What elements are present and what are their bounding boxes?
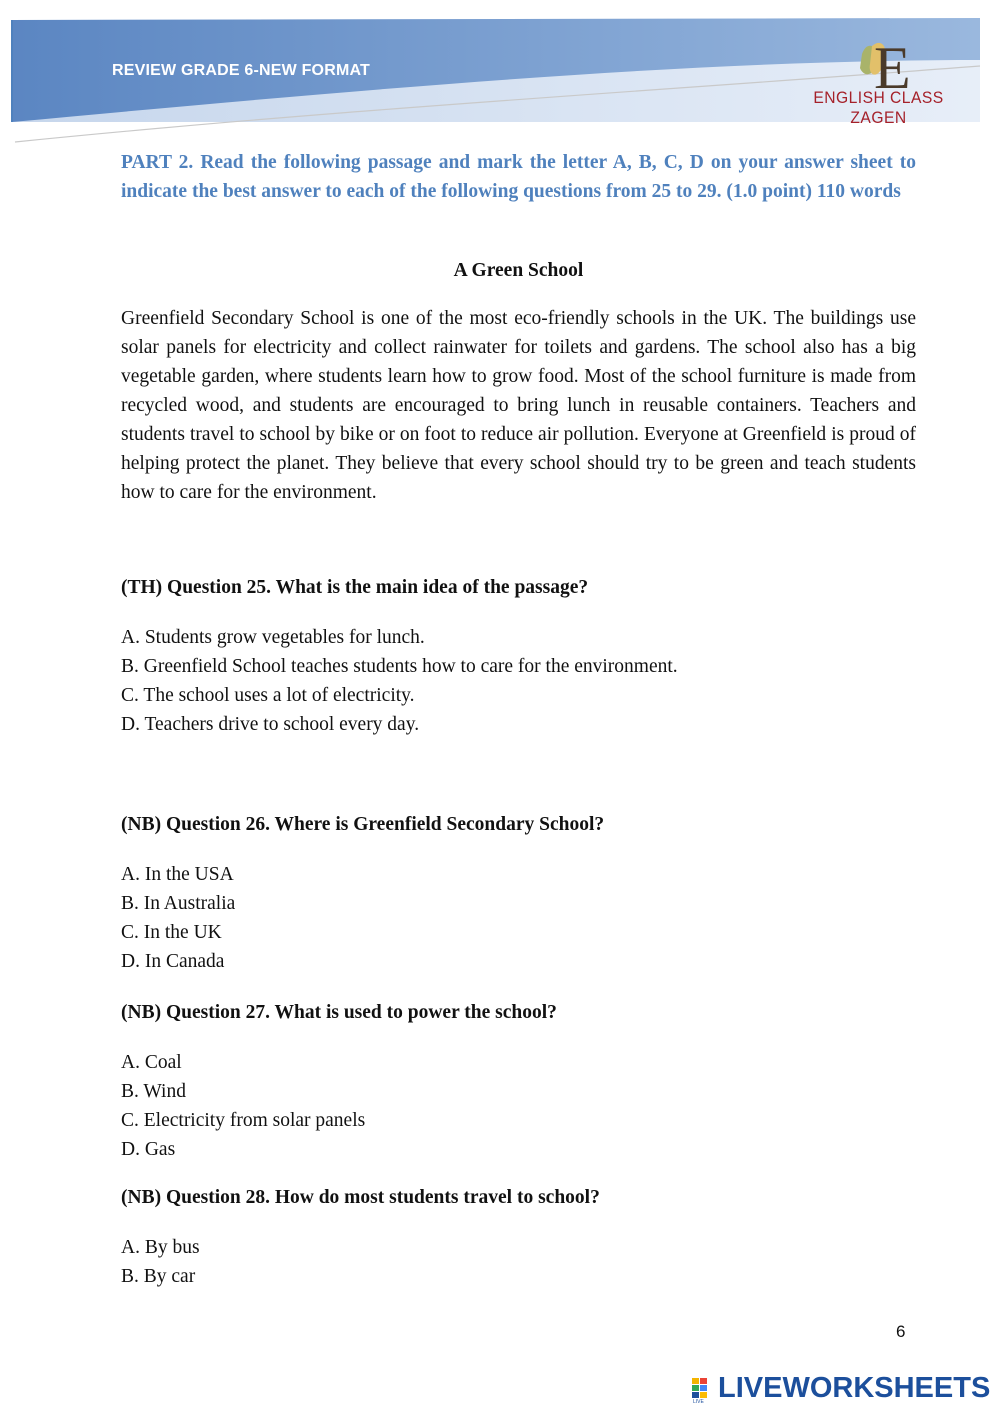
header-title: REVIEW GRADE 6-NEW FORMAT: [112, 62, 371, 79]
liveworksheets-badge-icon: [692, 1374, 716, 1404]
logo-letter-icon: [798, 28, 973, 90]
part-instruction: PART 2. Read the following passage and mark the letter A, B, C, D on your answer sheet to indicate the best answer to each of the following questions from 25 to 29. (1.0 point) 110 words: [121, 152, 916, 202]
option-a[interactable]: A. By bus: [121, 1237, 200, 1258]
option-d[interactable]: D. Gas: [121, 1139, 176, 1160]
option-b[interactable]: B. In Australia: [121, 893, 236, 914]
option-b[interactable]: B. Wind: [121, 1081, 186, 1102]
option-a[interactable]: A. Students grow vegetables for lunch.: [121, 627, 425, 648]
option-d[interactable]: D. In Canada: [121, 951, 225, 972]
question-heading: (NB) Question 27. What is used to power the school?: [121, 1002, 557, 1023]
liveworksheets-logo: [692, 1372, 991, 1404]
option-c[interactable]: C. In the UK: [121, 922, 222, 943]
option-a[interactable]: A. In the USA: [121, 864, 234, 885]
question-heading: (TH) Question 25. What is the main idea of the passage?: [121, 577, 589, 598]
option-c[interactable]: C. Electricity from solar panels: [121, 1110, 366, 1131]
question-options: [121, 623, 678, 739]
brand-badge: LIVE: [693, 1399, 704, 1404]
option-d[interactable]: D. Teachers drive to school every day.: [121, 714, 420, 735]
question-heading: (NB) Question 26. Where is Greenfield Secondary School?: [121, 814, 605, 835]
question-options: [121, 1233, 200, 1291]
passage-body: Greenfield Secondary School is one of the most eco-friendly schools in the UK. The buildings use solar panels for electricity and collect rainwater for toilets and gardens. The school also has a big vegetable garden, where students learn how to grow food. Most of the school furniture is made from recycled wood, and students are encouraged to bring lunch in reusable containers. Teachers and students travel to school by bike or on foot to reduce air pollution. Everyone at Greenfield is proud of helping protect the planet. They believe that every school should try to be green and teach students how to care for the environment.: [121, 308, 916, 503]
question-heading: (NB) Question 28. How do most students travel to school?: [121, 1187, 600, 1208]
option-b[interactable]: B. By car: [121, 1266, 196, 1287]
question-options: [121, 860, 235, 976]
liveworksheets-brand: LIVEWORKSHEETS: [718, 1372, 991, 1404]
logo-letter: E: [874, 35, 911, 90]
passage-title: A Green School: [453, 260, 584, 281]
logo-text: ENGLISH CLASS ZAGEN: [813, 88, 944, 127]
option-c[interactable]: C. The school uses a lot of electricity.: [121, 685, 415, 706]
question-options: [121, 1048, 365, 1164]
english-class-zagen-logo: [798, 28, 973, 127]
option-a[interactable]: A. Coal: [121, 1052, 182, 1073]
page-number: 6: [896, 1322, 906, 1341]
option-b[interactable]: B. Greenfield School teaches students how to care for the environment.: [121, 656, 678, 677]
